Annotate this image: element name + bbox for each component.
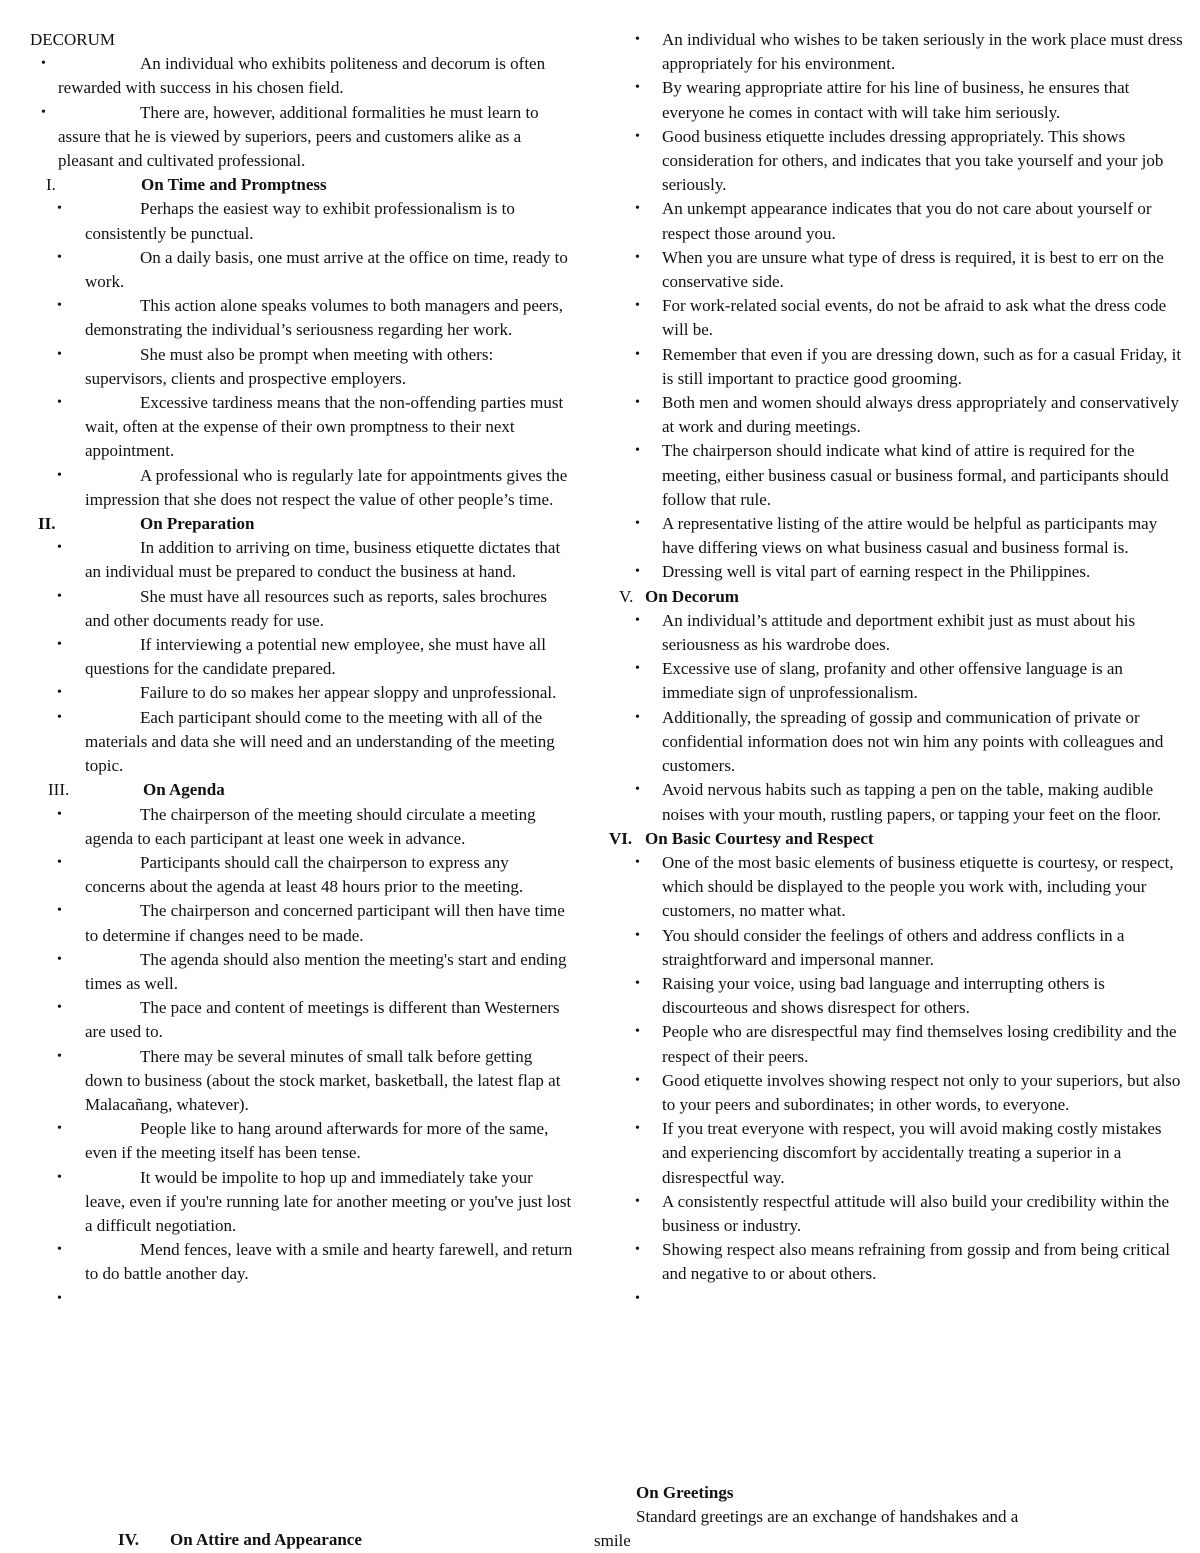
bullet-icon: • [635,1242,640,1258]
list-item-text: A representative listing of the attire would be helpful as participants may have differing views on what business casual and business formal is. [662,514,1158,558]
list-item [28,1238,573,1286]
list-item-text: One of the most basic elements of business etiquette is courtesy, or respect, which should be displayed to the people you work with, including your customers, no matter what. [662,852,1174,921]
list-item [597,1069,1187,1117]
bullet-icon: • [635,1121,640,1137]
greetings-line-1: Standard greetings are an exchange of handshakes and a [636,1507,1019,1526]
list-item-text: A consistently respectful attitude will also build your credibility within the business or industry. [662,1191,1170,1235]
list-item-text: Good etiquette involves showing respect not only to your superiors, but also to your peers and subordinates; in other words, to everyone. [662,1070,1181,1114]
list-item-text: The chairperson of the meeting should circulate a meeting agenda to each participant at least one week in advance. [85,804,536,848]
bullet-icon: • [635,975,640,991]
bullet-icon: • [57,298,62,314]
list-item [28,343,573,391]
list-item [28,464,573,512]
bullet-icon: • [57,1169,62,1185]
list-item-text: The agenda should also mention the meeting's start and ending times as well. [85,949,567,993]
section-number: I. [46,175,56,195]
list-item-text: Remember that even if you are dressing down, such as for a casual Friday, it is still important to practice good grooming. [662,344,1182,388]
list-item-text: A professional who is regularly late for appointments gives the impression that she does not respect the value of other people’s time. [85,465,568,509]
bullet-icon: • [41,56,46,72]
list-item-text: If you treat everyone with respect, you will avoid making costly mistakes and experiencing discomfort by accidentally treating a superior in a disrespectful way. [662,1119,1162,1187]
list-item [597,246,1187,294]
list-item [28,803,573,851]
list-item-text: For work-related social events, do not be afraid to ask what the dress code will be. [662,296,1167,340]
section-title: On Time and Promptness [141,175,327,195]
bullet-icon: • [635,395,640,411]
list-item [597,851,1187,924]
list-item-text: It would be impolite to hop up and immediately take your leave, even if you're running late for another meeting or you've just lost a difficult negotiation. [85,1167,572,1235]
list-item [28,633,573,681]
bullet-icon: • [635,346,640,362]
document-title: DECORUM [30,30,116,49]
list-item-text: An unkempt appearance indicates that you do not care about yourself or respect those around you. [662,199,1152,243]
list-item [597,1190,1187,1238]
list-item [28,706,573,779]
list-item [597,1020,1187,1068]
list-item-text: Participants should call the chairperson to express any concerns about the agenda at least 48 hours prior to the meeting. [85,852,524,897]
list-item-text: Perhaps the easiest way to exhibit professionalism is to consistently be punctual. [85,199,515,243]
section-list [28,536,573,778]
section-list [28,197,573,512]
section-number: V. [619,586,634,606]
list-item [597,76,1187,124]
bullet-icon: • [57,249,62,265]
list-item-text: An individual who wishes to be taken seriously in the work place must dress appropriately for his environment. [662,30,1183,74]
section-title: On Preparation [140,514,255,534]
intro-list [28,52,573,173]
section-list [28,803,573,1311]
list-item [28,948,573,996]
section-heading [28,778,573,802]
bullet-icon: • [57,806,62,822]
list-item [597,924,1187,972]
list-item-text: Showing respect also means refraining from gossip and from being critical and negative to or about others. [662,1240,1170,1284]
list-item [28,246,573,294]
list-item [597,197,1187,245]
bullet-icon: • [57,395,62,411]
bullet-icon: • [635,1024,640,1040]
section-heading [28,173,573,197]
list-item-text: People who are disrespectful may find themselves losing credibility and the respect of their peers. [662,1022,1177,1066]
list-item [597,343,1187,391]
bullet-icon: • [57,854,62,870]
section-number: III. [48,780,70,800]
bullet-icon: • [635,1072,640,1088]
list-item-text: There may be several minutes of small talk before getting down to business (about the stock market, basketball, the latest flap at Malacañang, whatever). [85,1046,561,1114]
list-item-text: Avoid nervous habits such as tapping a pen on the table, making audible noises with your mouth, rustling papers, or tapping your feet on the floor. [662,780,1162,824]
list-item [28,294,573,342]
greetings-line-2: smile [594,1531,631,1550]
list-item-text: The pace and content of meetings is different than Westerners are used to. [85,998,560,1042]
list-item-text: The chairperson and concerned participant will then have time to determine if changes need to be made. [85,901,565,945]
bullet-icon: • [635,782,640,798]
list-item [597,609,1187,657]
section-number: IV. [118,1530,139,1549]
list-item [597,972,1187,1020]
list-item-text: Dressing well is vital part of earning respect in the Philippines. [662,562,1091,582]
list-item [597,706,1187,779]
bullet-icon: • [41,104,46,120]
bullet-icon: • [57,1242,62,1258]
bullet-icon: • [57,467,62,483]
bullet-icon: • [57,685,62,701]
section-iv-heading [118,1528,362,1552]
list-item [597,560,1187,584]
list-item-text: Mend fences, leave with a smile and hearty farewell, and return to do battle another day. [85,1240,573,1284]
list-item [597,1238,1187,1286]
bullet-icon: • [635,927,640,943]
right-sections [597,585,1187,1311]
section-title: On Agenda [143,780,225,800]
list-item [28,1287,573,1311]
list-item-text: Failure to do so makes her appear sloppy and unprofessional. [140,683,557,703]
bullet-icon: • [57,346,62,362]
bullet-icon: • [635,128,640,144]
section-list [597,851,1187,1311]
list-item-text: By wearing appropriate attire for his line of business, he ensures that everyone he comes in contact with will take him seriously. [662,78,1130,122]
list-item-text: If interviewing a potential new employee, she must have all questions for the candidate prepared. [85,635,546,679]
bullet-icon: • [635,612,640,628]
bullet-icon: • [635,298,640,314]
list-item [597,439,1187,512]
list-item [597,657,1187,705]
list-item-text: An individual who exhibits politeness and decorum is often rewarded with success in his chosen field. [58,54,546,98]
section-number: II. [38,514,56,534]
bullet-icon: • [635,249,640,265]
list-item-text: People like to hang around afterwards for more of the same, even if the meeting itself has been tense. [85,1119,549,1163]
greetings-block [594,1481,1194,1553]
bullet-icon: • [57,637,62,653]
bullet-icon: • [57,1290,62,1306]
list-item [28,851,573,899]
bullet-icon: • [635,564,640,580]
bullet-icon: • [57,951,62,967]
list-item [28,391,573,464]
list-item [597,391,1187,439]
list-item-text: On a daily basis, one must arrive at the office on time, ready to work. [85,247,568,292]
bullet-icon: • [57,588,62,604]
list-item [597,1287,1187,1311]
bullet-icon: • [635,201,640,217]
bullet-icon: • [57,201,62,217]
list-item [597,125,1187,198]
list-item-text: There are, however, additional formalities he must learn to assure that he is viewed by superiors, peers and customers alike as a pleasant and cultivated professional. [58,102,539,171]
bullet-icon: • [635,516,640,532]
list-item [28,536,573,584]
list-item [28,101,573,174]
list-item [28,52,573,100]
list-item [28,681,573,705]
bullet-icon: • [635,32,640,47]
section-heading [28,512,573,536]
list-item-text: You should consider the feelings of others and address conflicts in a straightforward and impersonal manner. [662,925,1125,969]
bullet-icon: • [635,1193,640,1209]
left-sections [28,173,573,1311]
list-item [597,512,1187,560]
list-item [28,1045,573,1118]
list-item [597,294,1187,342]
bullet-icon: • [57,1000,62,1016]
bullet-icon: • [57,540,62,556]
list-item [597,1117,1187,1190]
section-title: On Decorum [645,586,739,606]
bullet-icon: • [635,709,640,725]
left-column [28,28,573,1311]
list-item-text: Excessive tardiness means that the non-offending parties must wait, often at the expense of their own promptness to their next appointment. [85,393,564,461]
bullet-icon: • [57,1048,62,1064]
section-title: On Basic Courtesy and Respect [645,828,874,848]
bullet-icon: • [57,1121,62,1137]
list-item-text: Good business etiquette includes dressing appropriately. This shows consideration for others, and indicates that you take yourself and your job seriously. [662,126,1164,195]
bullet-icon: • [57,709,62,725]
section-list [597,609,1187,827]
list-item-text: In addition to arriving on time, business etiquette dictates that an individual must be prepared to conduct the business at hand. [85,538,561,582]
section-heading [597,827,1187,851]
list-item [28,899,573,947]
list-item-text: The chairperson should indicate what kind of attire is required for the meeting, either business casual or business formal, and participants should follow that rule. [662,441,1169,509]
list-item-text: Both men and women should always dress appropriately and conservatively at work and during meetings. [662,393,1179,437]
list-item [597,778,1187,826]
list-item-text: Additionally, the spreading of gossip and communication of private or confidential information does not win him any points with colleagues and customers. [662,707,1164,776]
greetings-title: On Greetings [636,1483,734,1502]
bullet-icon: • [635,1290,640,1306]
bullet-icon: • [635,443,640,459]
list-item [597,28,1187,76]
list-item-text: When you are unsure what type of dress is required, it is best to err on the conservative side. [662,247,1164,292]
list-item-text: She must have all resources such as reports, sales brochures and other documents ready for use. [85,586,547,630]
attire-list [597,28,1187,585]
list-item [28,585,573,633]
bullet-icon: • [635,80,640,96]
right-column [597,28,1187,1311]
list-item [28,1166,573,1239]
list-item-text: Excessive use of slang, profanity and other offensive language is an immediate sign of unprofessionalism. [662,659,1123,703]
section-heading [597,585,1187,609]
list-item [28,996,573,1044]
list-item-text: She must also be prompt when meeting with others: supervisors, clients and prospective employers. [85,344,494,388]
bullet-icon: • [635,854,640,870]
section-number: VI. [609,828,633,848]
list-item [28,197,573,245]
list-item-text: An individual’s attitude and deportment exhibit just as must about his seriousness as his wardrobe does. [662,610,1136,655]
list-item-text: This action alone speaks volumes to both managers and peers, demonstrating the individual’s seriousness regarding her work. [85,296,563,340]
list-item-text: Each participant should come to the meeting with all of the materials and data she will need and an understanding of the meeting topic. [85,707,555,776]
list-item-text: Raising your voice, using bad language and interrupting others is discourteous and shows disrespect for others. [662,973,1105,1018]
list-item [28,1117,573,1165]
bullet-icon: • [635,661,640,677]
bullet-icon: • [57,903,62,919]
section-title: On Attire and Appearance [170,1530,362,1549]
